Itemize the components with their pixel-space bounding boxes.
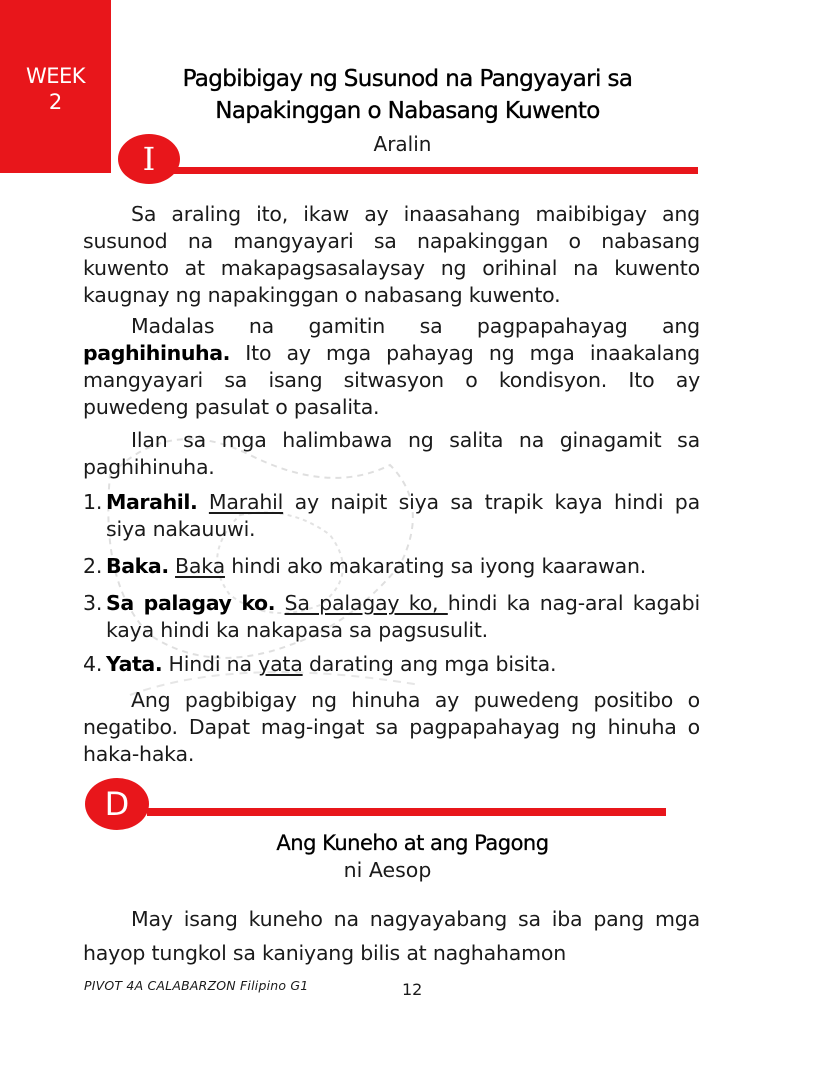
story-paragraph <box>83 902 700 970</box>
week-label: WEEK <box>25 64 86 88</box>
list-item-keyword: Baka. <box>106 554 169 578</box>
paragraph-examples-intro-text: Ilan sa mga halimbawa ng salita na ginagamit sa paghihinuha. <box>83 428 700 479</box>
list-item <box>83 553 700 580</box>
page-title-line-2: Napakinggan o Nabasang Kuwento <box>215 98 600 124</box>
list-item-text: hindi ako makarating sa iyong kaarawan. <box>224 554 647 578</box>
story-paragraph-text: May isang kuneho na nagyayabang sa iba pang mga hayop tungkol sa kaniyang bilis at naghahamon <box>83 907 700 965</box>
week-badge <box>0 0 111 173</box>
week-number: 2 <box>48 90 63 114</box>
list-item-number: 3. <box>83 591 103 615</box>
page-number: 12 <box>402 980 423 999</box>
list-item <box>83 590 700 644</box>
section-i-divider <box>172 167 698 174</box>
section-label-aralin: Aralin <box>373 132 432 156</box>
story-author: ni Aesop <box>343 858 432 882</box>
page-title <box>130 63 685 127</box>
section-d-divider <box>147 808 666 816</box>
list-item-underlined: yata <box>258 652 303 676</box>
list-item-text: ay naipit siya sa trapik kaya hindi pa siya nakauuwi. <box>106 490 700 541</box>
paragraph-paghihinuha <box>83 313 700 421</box>
list-item-keyword: Sa palagay ko. <box>106 591 276 615</box>
keyword-paghihinuha: paghihinuha. <box>83 341 231 365</box>
paragraph-hinuha <box>83 687 700 768</box>
paragraph-intro-text: Sa araling ito, ikaw ay inaasahang maibibigay ang susunod na mangyayari sa napakinggan o nabasang kuwento at makapagsasalaysay ng orihinal na kuwento kaugnay ng napakinggan o nabasang kuwento. <box>83 202 700 307</box>
list-item-text: hindi ka nag-aral kagabi kaya hindi ka nakapasa sa pagsusulit. <box>106 591 700 642</box>
list-item-keyword: Marahil. <box>106 490 198 514</box>
list-item-number: 4. <box>83 652 103 676</box>
list-item: 4. Yata. Hindi na yata darating ang mga bisita. <box>83 652 557 676</box>
list-item-underlined: Sa palagay ko, <box>284 591 448 615</box>
paragraph-paghihinuha-post: Ito ay mga pahayag ng mga inaakalang mangyayari sa isang sitwasyon o kondisyon. Ito ay puwedeng pasulat o pasalita. <box>83 341 700 419</box>
list-item-underlined: Baka <box>175 554 225 578</box>
story-title: Ang Kuneho at ang Pagong <box>276 831 549 855</box>
list-item-number: 2. <box>83 554 103 578</box>
section-i-letter: I <box>142 140 156 178</box>
section-i-badge <box>118 134 180 184</box>
list-item <box>83 489 700 543</box>
list-item-number: 1. <box>83 490 103 514</box>
footer-source: PIVOT 4A CALABARZON Filipino G1 <box>84 978 309 993</box>
list-item-underlined: Marahil <box>208 490 284 514</box>
list-item-text: darating ang mga bisita. <box>302 652 557 676</box>
paragraph-examples-intro <box>83 427 700 481</box>
page-title-line-1: Pagbibigay ng Susunod na Pangyayari sa <box>182 66 633 92</box>
paragraph-intro <box>83 201 700 309</box>
paragraph-hinuha-text: Ang pagbibigay ng hinuha ay puwedeng positibo o negatibo. Dapat mag-ingat sa pagpapahayag ng hinuha o haka-haka. <box>83 688 700 766</box>
paragraph-paghihinuha-pre: Madalas na gamitin sa pagpapahayag ang <box>131 314 700 338</box>
section-d-badge <box>85 778 149 830</box>
section-d-letter: D <box>104 785 130 823</box>
list-item-keyword: Yata. <box>106 652 163 676</box>
